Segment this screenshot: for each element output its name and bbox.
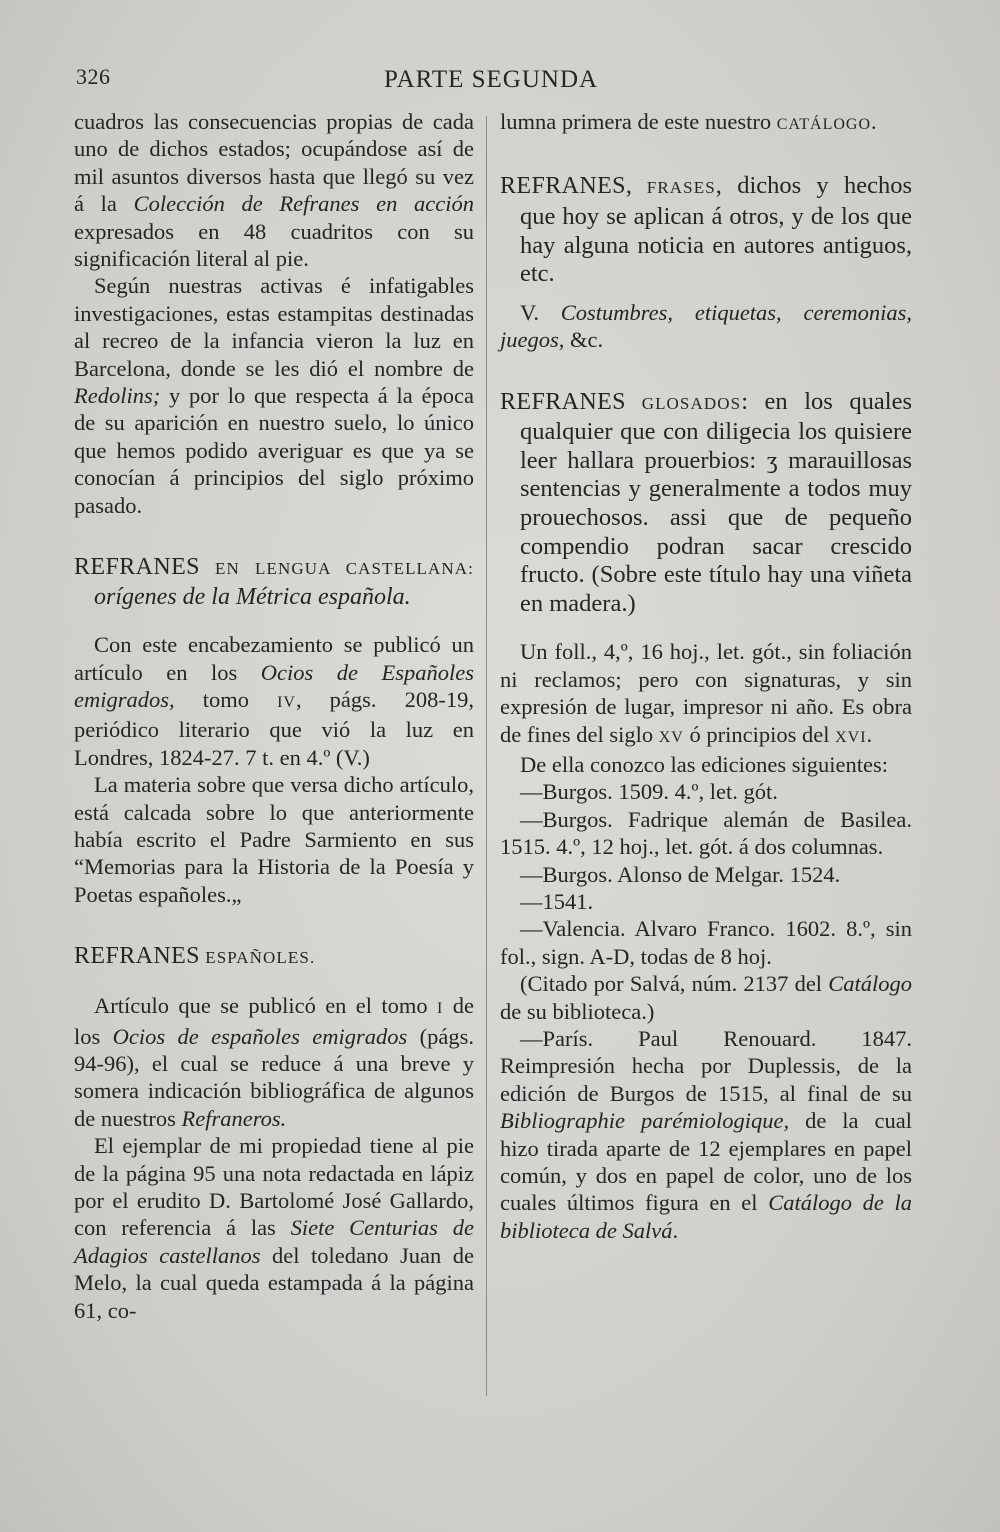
paragraph: V. Costumbres, etiquetas, ceremonias, juegos, &c. xyxy=(500,299,912,353)
paragraph: El ejemplar de mi propiedad tiene al pie de la página 95 una nota redactada en lápiz por el erudito D. Bartolomé José Gallardo, con referencia á las Siete Centurias de Adagios castellanos del toledano Juan de Melo, la cual queda estampada á la página 61, co- xyxy=(74,1133,474,1323)
entry-heading: REFRANES GLOSADOS: en los quales qualquier que con diligecia los quisiere leer hallara prouerbios: ʒ marauillosas sentencias y generalmente a todos muy prouechosos. assi que de pequeño compendio podran sacar crescido fructo. (Sobre este título hay una viñeta en madera.) xyxy=(500,387,912,617)
paragraph: —París. Paul Renouard. 1847. Reimpresión hecha por Duplessis, de la edición de Burgos de 1515, al final de su Bibliographie parémiologique, de la cual hizo tirada aparte de 12 ejemplares en papel común, y dos en papel de color, uno de los cuales últimos figura en el Catálogo de la biblioteca de Salvá. xyxy=(500,1026,912,1243)
paragraph: lumna primera de este nuestro CATÁLOGO. xyxy=(500,109,877,134)
right-column xyxy=(500,108,912,1244)
entry-heading: REFRANES EN LENGUA CASTELLANA: orígenes de la Métrica española. xyxy=(74,554,474,611)
paragraph: Con este encabezamiento se publicó un artículo en los Ocios de Españoles emigrados, tomo IV, págs. 208-19, periódico literario que vió la luz en Londres, 1824-27. 7 t. en 4.º (V.) xyxy=(74,632,474,770)
paragraph: Artículo que se publicó en el tomo I de los Ocios de españoles emigrados (págs. 94-96), el cual se reduce á una breve y somera indicación bibliográfica de algunos de nuestros Refraneros. xyxy=(74,993,474,1131)
edition-item: —Burgos. Alonso de Melgar. 1524. xyxy=(520,861,841,887)
paragraph: La materia sobre que versa dicho artículo, está calcada sobre lo que anteriormente había escrito el Padre Sarmiento en sus “Memorias para la Historia de la Poesía y Poetas españoles.„ xyxy=(74,772,474,907)
left-column xyxy=(74,108,474,1324)
paragraph: De ella conozco las ediciones siguientes: xyxy=(520,751,888,777)
paragraph: Según nuestras activas é infatigables investigaciones, estas estampitas destinadas al recreo de la infancia vieron la luz en Barcelona, donde se les dió el nombre de Redolins; y por lo que respecta á la época de su aparición en nuestro suelo, lo único que hemos podido averiguar es que ya se conocían á principios del siglo próximo pasado. xyxy=(74,273,474,518)
edition-item: —1541. xyxy=(520,889,594,914)
paragraph: cuadros las consecuencias propias de cada uno de dichos estados; ocupándose así de mil asuntos diversos hasta que llegó su vez á la Colección de Refranes en acción expresados en 48 cuadritos con su significación literal al pie. xyxy=(74,109,474,272)
page-number: 326 xyxy=(76,64,111,89)
edition-item: —Valencia. Alvaro Franco. 1602. 8.º, sin fol., sign. A-D, todas de 8 hoj. xyxy=(500,916,912,969)
edition-item: —Burgos. Fadrique alemán de Basilea. 1515. 4.º, 12 hoj., let. gót. á dos columnas. xyxy=(500,806,912,860)
entry-heading: REFRANES ESPAÑOLES. xyxy=(74,943,316,970)
column-divider xyxy=(486,116,487,1396)
paragraph: (Citado por Salvá, núm. 2137 del Catálogo de su biblioteca.) xyxy=(500,971,912,1024)
entry-heading: REFRANES, FRASES, dichos y hechos que hoy se aplican á otros, y de los que hay alguna noticia en autores antiguos, etc. xyxy=(500,172,912,288)
running-head: PARTE SEGUNDA xyxy=(384,66,599,93)
edition-item: —Burgos. 1509. 4.º, let. gót. xyxy=(520,779,778,805)
paragraph: Un foll., 4,º, 16 hoj., let. gót., sin foliación ni reclamos; pero con signaturas, y sin expresión de lugar, impresor ni año. Es obra de fines del siglo XV ó principios del XVI. xyxy=(500,639,912,747)
